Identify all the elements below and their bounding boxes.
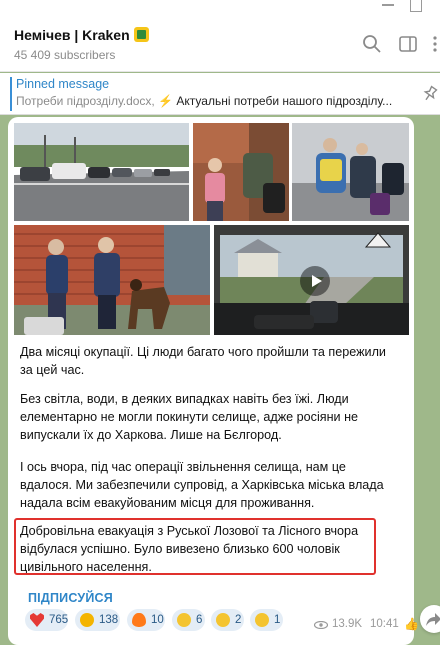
subscriber-count: 45 409 subscribers — [14, 48, 116, 62]
heart-icon — [30, 613, 44, 627]
pinned-preview — [16, 94, 416, 108]
reaction-fire[interactable] — [127, 609, 165, 631]
reaction-heart[interactable] — [25, 609, 68, 631]
reaction-scream[interactable] — [211, 609, 244, 631]
view-count: 13.9K — [332, 618, 363, 630]
pinned-indicator — [10, 77, 12, 111]
sidebar-toggle-icon[interactable] — [398, 34, 418, 54]
photo-people-backpacks[interactable] — [292, 123, 409, 221]
reaction-sad[interactable] — [250, 609, 283, 631]
minimize-icon[interactable] — [382, 4, 394, 6]
views-eye-icon — [314, 621, 328, 629]
reaction-grin[interactable] — [172, 609, 205, 631]
pinned-message-bar[interactable] — [0, 73, 440, 115]
sad-icon — [255, 613, 269, 627]
reaction-count: 138 — [99, 614, 119, 626]
pinned-title: Pinned message — [16, 77, 110, 91]
forward-button[interactable] — [420, 605, 440, 633]
chat-header — [0, 0, 440, 72]
channel-name[interactable]: Немічев | Kraken — [14, 27, 130, 43]
reaction-count: 2 — [235, 614, 242, 626]
photo-child-bags[interactable] — [193, 123, 289, 221]
more-options-icon[interactable] — [430, 34, 440, 54]
reaction-count: 6 — [196, 614, 203, 626]
grin-icon — [177, 613, 191, 627]
reaction-thumbs-up[interactable] — [75, 609, 120, 631]
reaction-count: 10 — [151, 614, 164, 626]
photo-road-cars[interactable] — [14, 123, 189, 221]
message-paragraph-1: Два місяці окупації. Ці люди багато чого пройшли та пережили за цей час. — [20, 345, 386, 377]
reaction-count: 1 — [274, 614, 281, 626]
forward-icon — [420, 605, 440, 633]
scream-icon — [216, 613, 230, 627]
beginner-badge-icon — [134, 27, 149, 42]
pin-icon[interactable] — [422, 85, 438, 103]
search-icon[interactable] — [362, 34, 382, 54]
message-paragraph-2: Без світла, води, в деяких випадках навіть без їжі. Люди елементарно не могли покинути селище, адже росіяни не випускали їх до Харкова. Лише на Бєлгород. — [20, 392, 359, 442]
maximize-icon[interactable] — [410, 0, 422, 12]
channel-title[interactable] — [14, 27, 149, 43]
subscribe-link[interactable]: ПІДПИСУЙСЯ — [28, 591, 113, 605]
play-icon[interactable] — [300, 266, 330, 296]
fire-icon — [132, 613, 146, 627]
message-paragraph-3: І ось вчора, під час операції звільнення селища, нам це вдалося. Ми забезпечили супровід, а Харківська міська влада надала всім евакуйованим місця для проживання. — [20, 460, 384, 510]
highlight-box — [14, 518, 376, 575]
message-time: 10:41 — [370, 618, 399, 630]
message-paragraph-4: Добровільна евакуація з Руської Лозової та Лісного вчора відбулася успішно. Було вивезено близько 600 чоловік цивільного населення. — [20, 524, 359, 574]
thumbs-up-sticker-icon: 👍 — [404, 617, 419, 631]
pinned-doc-name: Потреби підрозділу.docx, — [16, 94, 155, 108]
thumbs-up-icon — [80, 613, 94, 627]
photo-woman-dog[interactable] — [14, 225, 210, 335]
reaction-count: 765 — [49, 614, 69, 626]
pinned-preview-text: ⚡ Актуальні потреби нашого підрозділу... — [158, 94, 393, 108]
